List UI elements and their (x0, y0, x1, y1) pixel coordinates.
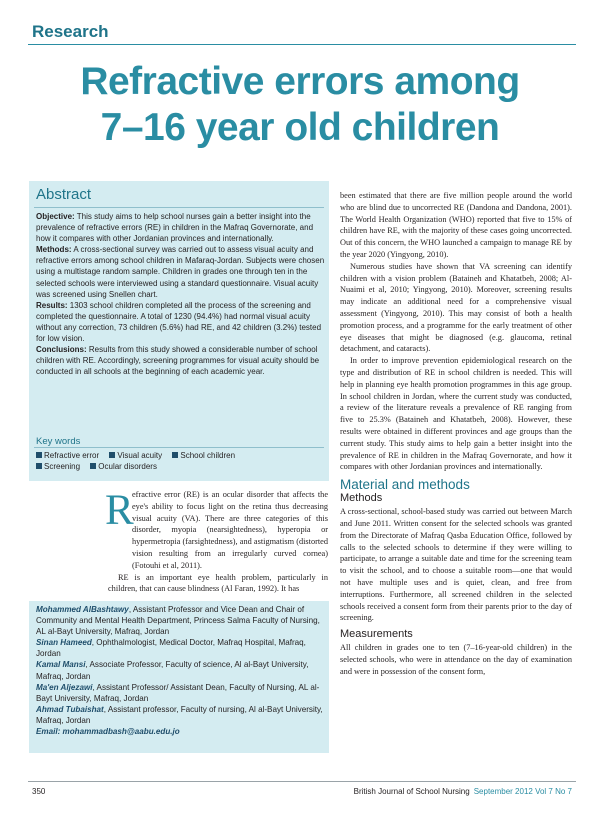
section-heading-material-methods: Material and methods (340, 477, 470, 493)
square-bullet-icon (36, 452, 42, 458)
article-title (0, 59, 600, 151)
results-text: 1303 school children completed all the process of the screening and completed the questionnaire. A total of 1230 (94.4%) had normal visual acuity without any correction, 73 children (5.6%) had RE, and 42 children (3.2%) tested for low vision. (36, 300, 322, 344)
author-email: Email: mohammadbash@aabu.edu.jo (36, 727, 180, 737)
journal-name: British Journal of School Nursing (353, 787, 470, 796)
title-line-1: Refractive errors among (80, 60, 520, 103)
abstract-heading: Abstract (36, 186, 92, 203)
intro-text (108, 489, 328, 595)
author-entry (36, 604, 326, 637)
abstract-text (36, 211, 326, 377)
footer-rule (28, 781, 576, 782)
abstract-divider (34, 207, 324, 208)
abstract-conclusions (36, 344, 326, 377)
author-role: , Associate Professor, Faculty of science, Al al-Bayt University, Mafraq, Jordan (36, 660, 309, 681)
author-role: , Assistant Professor/ Assistant Dean, Faculty of Nursing, AL al-Bayt University, Mafraq, Jordan (36, 682, 320, 703)
abstract-methods (36, 244, 326, 299)
keyword-item: Ocular disorders (90, 462, 161, 471)
author-name: Ma'en Aljezawi (36, 682, 93, 692)
author-role: , Assistant professor, Faculty of nursing, Al al-Bayt University, Mafraq, Jordan (36, 704, 323, 725)
body-text-right-column (340, 190, 572, 677)
body-paragraph: been estimated that there are five million people around the world who are blind due to uncorrected RE (Dandona and Dandona, 2001). The World Health Organization (WHO) reported that five to 15% of children have RE, with the majority of these cases going uncorrected. Out of this concern, the WHO launched a campaign to manage RE by the year 2020 (Yingyong, 2010). (340, 191, 572, 259)
methods-text: A cross-sectional survey was carried out to assess visual acuity and refractive errors among school children in Mafaraq-Jordan. Subjects were chosen using a multistage random sample. Children in grades one through ten in the selected schools were interviewed using a standard questionnaire. Visual acuity was screened using Snellen chart. (36, 245, 325, 299)
author-role: , Ophthalmologist, Medical Doctor, Mafraq Hospital, Mafraq, Jordan (36, 638, 306, 659)
author-role: , Assistant Professor and Vice Dean and Chair of Community and Mental Health Department, Princess Salma Faculty of Nursing, AL al-Bayt University, Mafraq, Jordan (36, 605, 320, 637)
objective-text: This study aims to help school nurses gain a better insight into the prevalence of refractive errors (RE) in children in the Mafraq Governorate, and how it compares with other Jordanian provinces and internationally. (36, 212, 314, 244)
footer-journal (354, 787, 572, 796)
author-name: Mohammed AlBashtawy (36, 605, 129, 614)
subheading-measurements: Measurements (340, 628, 413, 641)
drop-cap: R (105, 487, 134, 534)
top-rule (28, 44, 576, 45)
body-paragraph: All children in grades one to ten (7–16-year-old children) in the selected schools, who were in attendance on the day of examination and were in possession of the consent form, (340, 643, 572, 676)
author-affiliations (36, 604, 326, 737)
keywords-divider (34, 447, 324, 448)
intro-paragraph: efractive error (RE) is an ocular disorder that affects the eye's ability to focus light on the retina thus decreasing visual acuity (VA). There are three categories of this disorder, myopia (nearsightedness), hyperopia or hypermetropia (farsightedness), and astigmatism (distorted vision resulting from an irregularly curved cornea) (Fotouhi et al, 2011). (132, 490, 328, 570)
author-name: Ahmad Tubaishat (36, 704, 104, 714)
square-bullet-icon (90, 463, 96, 469)
keywords-list (36, 450, 326, 472)
square-bullet-icon (172, 452, 178, 458)
keyword-item: Refractive error (36, 451, 103, 460)
square-bullet-icon (109, 452, 115, 458)
keyword-item: Visual acuity (109, 451, 166, 460)
keyword-item: Screening (36, 462, 84, 471)
author-entry (36, 704, 326, 726)
author-entry (36, 637, 326, 659)
body-paragraph: A cross-sectional, school-based study was carried out between March and June 2011. Written consent for the selected schools was granted from the Directorate of Mafraq Qasba Education Office, followed by calls to the selected schools to determine if they were willing to participate, to arrange a suitable date and time for the screening team to visit the school, and to choose a suitable room—one that would not have multiple uses and is quiet, clean, and free from interruptions. Furthermore, all screened children in the selected schools received a consent form from their parents prior to the day of screening. (340, 507, 572, 623)
abstract-results (36, 300, 326, 344)
conclusions-text: Results from this study showed a considerable number of school children with RE. Accordingly, screening programmes for visual acuity should be conducted in all schools at the beginning of each academic year. (36, 345, 320, 377)
objective-label: Objective: (36, 212, 75, 221)
body-paragraph: Numerous studies have shown that VA screening can identify children with a vision problem (Bataineh and Khatatbeh, 2008; Al-Nuaimi et al, 2010; Yingyong, 2010). Moreover, screening results may indicate an additional need for a comprehensive visual assessment (Yingyong, 2010). This may consist of both a health promotion process, and a programme for the early treatment of other eye diseases that might be diagnosed (e.g. glaucoma, retinal detachment, and cataracts). (340, 261, 572, 354)
square-bullet-icon (36, 463, 42, 469)
abstract-objective (36, 211, 326, 244)
author-entry (36, 682, 326, 704)
conclusions-label: Conclusions: (36, 345, 87, 355)
page-number: 350 (32, 787, 46, 796)
keyword-item: School children (172, 451, 239, 460)
keywords-heading: Key words (36, 436, 81, 447)
issue-info: September 2012 Vol 7 No 7 (473, 787, 572, 796)
methods-label: Methods: (36, 245, 72, 255)
title-line-2: 7–16 year old children (100, 106, 500, 149)
author-entry (36, 659, 326, 681)
author-name: Sinan Hameed (36, 638, 92, 648)
results-label: Results: (36, 300, 68, 310)
intro-paragraph: RE is an important eye health problem, particularly in children, that can cause blindness (Al Faran, 1992). It has (108, 572, 328, 594)
section-label: Research (32, 22, 109, 41)
body-paragraph: In order to improve prevention epidemiological research on the type and distribution of RE in school children is needed. This will help in planning eye health promotion programmes in this age group. In school children in Jordan, where the current study was conducted, a review of the literature reveals a prevalence of RE ranging from five to 25.3% (Bataineh and Khatatbeh, 2008). However, these results were obtained in different provinces and age groups than the current study. This study aims to help gain a better insight into the prevalence of RE in children in the Mafraq Governorate, and how it compares with other Jordanian provinces and internationally. (340, 356, 572, 472)
subheading-methods: Methods (340, 492, 383, 505)
author-name: Kamal Mansi (36, 660, 86, 670)
